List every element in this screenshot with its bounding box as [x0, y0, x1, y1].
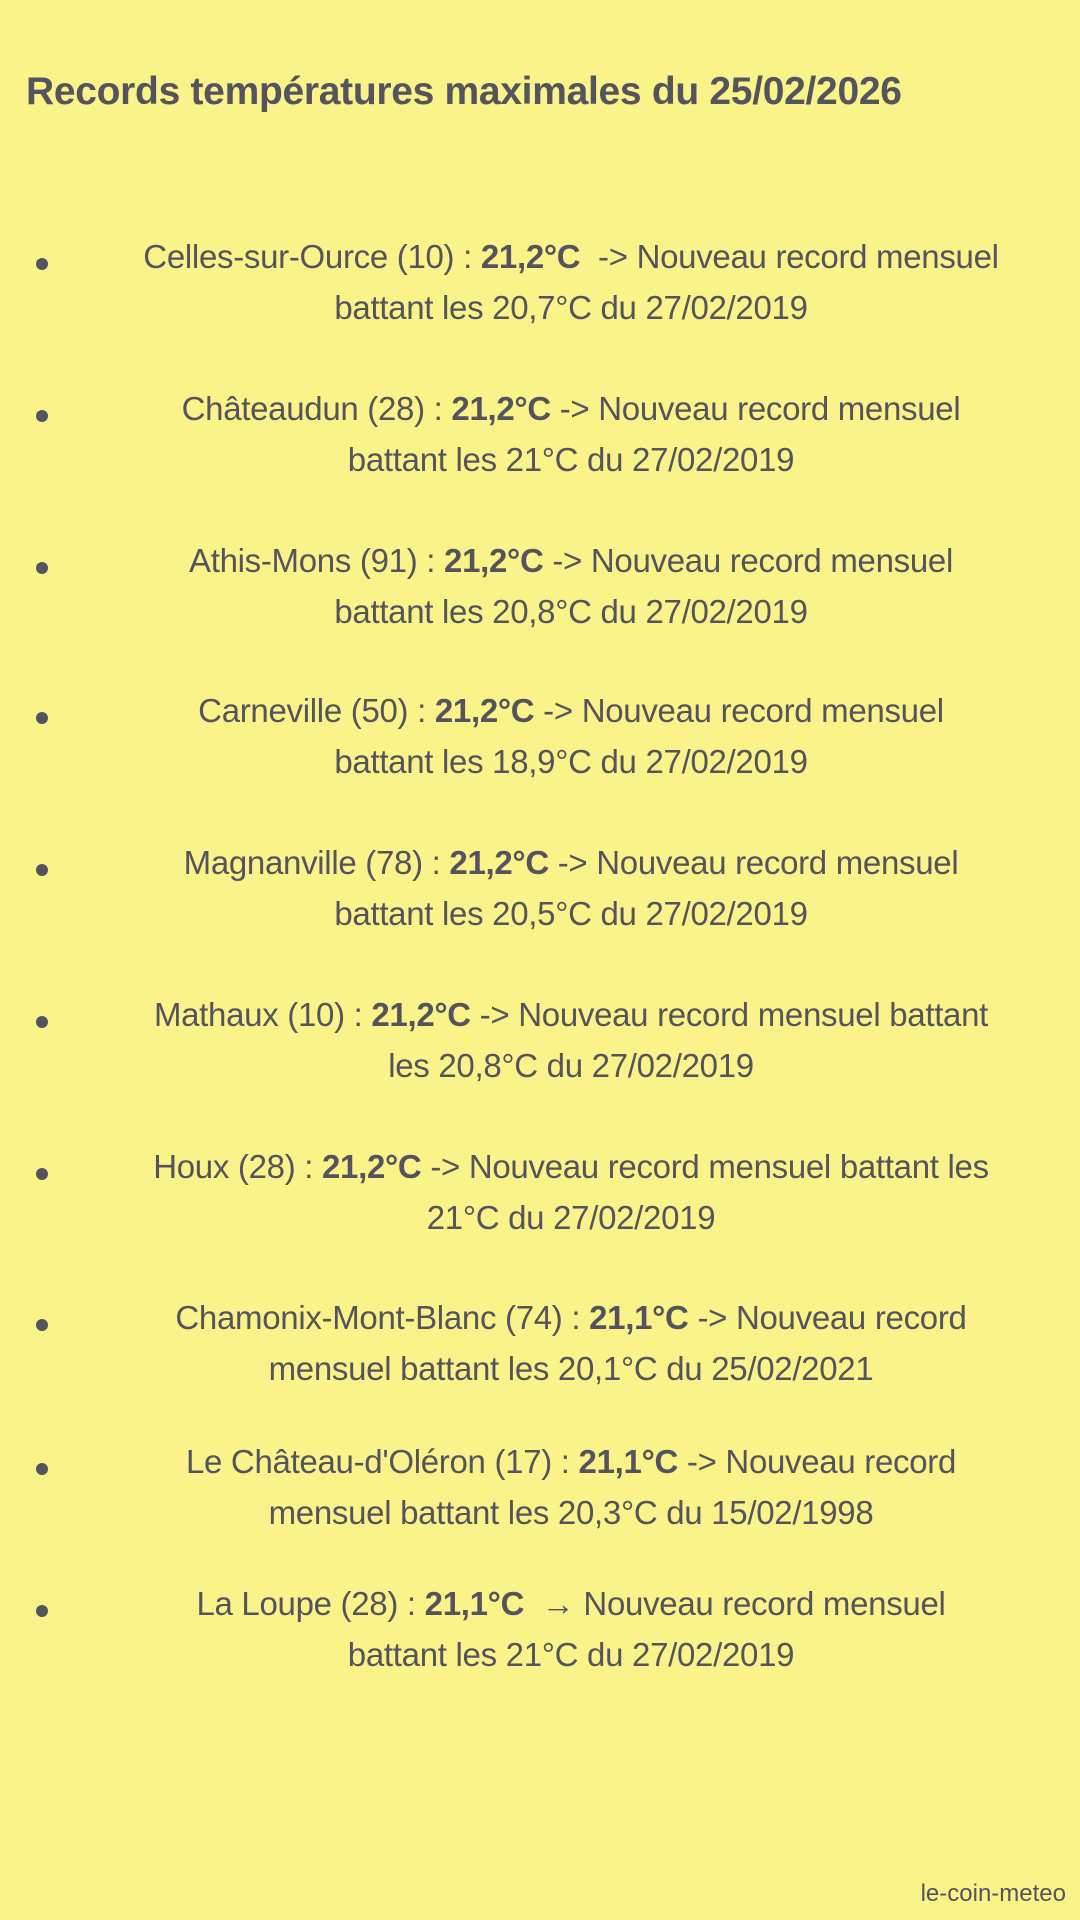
bullet-icon: [36, 562, 48, 574]
station-name: Athis-Mons (91) :: [189, 542, 445, 579]
record-temperature: 21,2°C: [480, 238, 581, 275]
station-name: Mathaux (10) :: [153, 996, 372, 1033]
record-line-1: [66, 996, 1076, 1034]
station-name: Châteaudun (28) :: [181, 390, 452, 427]
record-description: -> Nouveau record mensuel battant: [470, 996, 989, 1033]
record-description: -> Nouveau record mensuel battant les: [421, 1148, 989, 1185]
record-temperature: 21,2°C: [434, 692, 535, 729]
record-description: -> Nouveau record mensuel: [543, 542, 953, 579]
footer-credit: le-coin-meteo: [920, 1880, 1066, 1907]
bullet-icon: [36, 1168, 48, 1180]
record-temperature: 21,2°C: [444, 542, 544, 579]
record-line-1: [66, 238, 1076, 276]
station-name: Chamonix-Mont-Blanc (74) :: [175, 1299, 590, 1336]
page-title: Records températures maximales du 25/02/2026: [26, 70, 902, 113]
station-name: Carneville (50) :: [198, 692, 435, 729]
list-item: [0, 692, 1080, 802]
record-line-1: [66, 390, 1076, 428]
list-item: [0, 390, 1080, 500]
bullet-icon: [36, 258, 48, 270]
station-name: La Loupe (28) :: [196, 1585, 425, 1622]
record-description: -> Nouveau record mensuel: [550, 390, 961, 427]
record-line-2: battant les 20,5°C du 27/02/2019: [334, 895, 808, 932]
list-item: [0, 844, 1080, 954]
record-temperature: 21,1°C: [589, 1299, 689, 1336]
record-line-2: battant les 21°C du 27/02/2019: [347, 441, 795, 478]
record-description: → Nouveau record mensuel: [524, 1585, 946, 1622]
record-line-2: mensuel battant les 20,3°C du 15/02/1998: [268, 1494, 874, 1531]
record-line-1: [66, 1299, 1076, 1337]
record-temperature: 21,1°C: [424, 1585, 525, 1622]
record-description: -> Nouveau record mensuel: [580, 238, 999, 275]
list-item: [0, 1299, 1080, 1409]
bullet-icon: [36, 712, 48, 724]
list-item: [0, 1148, 1080, 1258]
record-line-2: les 20,8°C du 27/02/2019: [388, 1047, 754, 1084]
bullet-icon: [36, 1463, 48, 1475]
record-description: -> Nouveau record mensuel: [548, 844, 959, 881]
record-line-1: [66, 692, 1076, 730]
list-item: [0, 542, 1080, 652]
record-temperature: 21,1°C: [578, 1443, 679, 1480]
record-line-1: [66, 1443, 1076, 1481]
record-line-2: battant les 21°C du 27/02/2019: [347, 1636, 795, 1673]
list-item: [0, 1443, 1080, 1553]
record-temperature: 21,2°C: [451, 390, 551, 427]
record-line-2: battant les 20,8°C du 27/02/2019: [334, 593, 808, 630]
record-line-2: 21°C du 27/02/2019: [426, 1199, 716, 1236]
bullet-icon: [36, 1605, 48, 1617]
record-line-2: battant les 20,7°C du 27/02/2019: [334, 289, 808, 326]
record-line-2: mensuel battant les 20,1°C du 25/02/2021: [268, 1350, 874, 1387]
record-temperature: 21,2°C: [321, 1148, 422, 1185]
station-name: Magnanville (78) :: [183, 844, 450, 881]
record-description: -> Nouveau record: [688, 1299, 967, 1336]
record-description: -> Nouveau record: [678, 1443, 957, 1480]
record-line-1: [66, 1585, 1076, 1623]
record-temperature: 21,2°C: [371, 996, 471, 1033]
record-description: -> Nouveau record mensuel: [534, 692, 944, 729]
bullet-icon: [36, 1016, 48, 1028]
record-line-2: battant les 18,9°C du 27/02/2019: [334, 743, 808, 780]
list-item: [0, 238, 1080, 348]
record-line-1: [66, 1148, 1076, 1186]
bullet-icon: [36, 864, 48, 876]
station-name: Le Château-d'Oléron (17) :: [185, 1443, 579, 1480]
record-line-1: [66, 542, 1076, 580]
bullet-icon: [36, 410, 48, 422]
station-name: Houx (28) :: [153, 1148, 322, 1185]
list-item: [0, 996, 1080, 1106]
bullet-icon: [36, 1319, 48, 1331]
list-item: [0, 1585, 1080, 1695]
record-line-1: [66, 844, 1076, 882]
station-name: Celles-sur-Ource (10) :: [143, 238, 481, 275]
record-temperature: 21,2°C: [449, 844, 549, 881]
